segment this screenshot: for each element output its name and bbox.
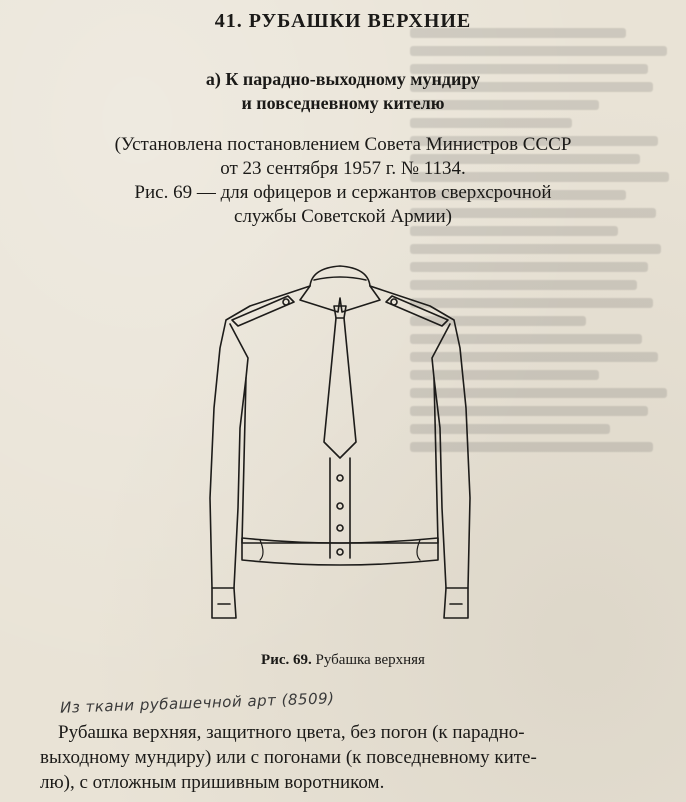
description-line-1: Рубашка верхняя, защитного цвета, без погон (к парадно- <box>58 722 525 743</box>
figure-caption <box>0 652 686 669</box>
establishment-note <box>0 133 686 229</box>
handwritten-note: Из ткани рубашечной арт (8509) <box>59 689 335 717</box>
waistband <box>242 538 438 565</box>
section-title: 41. РУБАШКИ ВЕРХНИЕ <box>214 10 472 32</box>
collar-band <box>314 277 366 280</box>
collar <box>300 266 380 312</box>
shirt-illustration <box>190 258 490 638</box>
subsection-title-line-1: а) К парадно-выходному мундиру <box>205 69 481 89</box>
tie <box>334 306 346 318</box>
subsection-title-line-2: и повседневному кителю <box>241 93 445 113</box>
caption-text: Рубашка верхняя <box>315 652 425 668</box>
description <box>40 720 670 795</box>
right-cuff <box>444 588 468 618</box>
note-line-1: (Установлена постановлением Совета Министров СССР <box>114 134 572 155</box>
left-cuff <box>212 588 236 618</box>
subsection-title <box>0 67 686 115</box>
note-line-3: Рис. 69 — для офицеров и сержантов сверхсрочной <box>134 182 552 203</box>
caption-number: Рис. 69. <box>261 652 312 668</box>
right-sleeve-seam <box>432 324 450 378</box>
description-line-2: выходному мундиру) или с погонами (к повседневному ките- <box>40 747 537 768</box>
left-sleeve-seam <box>230 324 248 378</box>
note-line-2: от 23 сентября 1957 г. № 1134. <box>220 158 466 179</box>
note-line-4: службы Советской Армии) <box>234 206 452 227</box>
description-line-3: лю), с отложным пришивным воротником. <box>40 772 385 793</box>
